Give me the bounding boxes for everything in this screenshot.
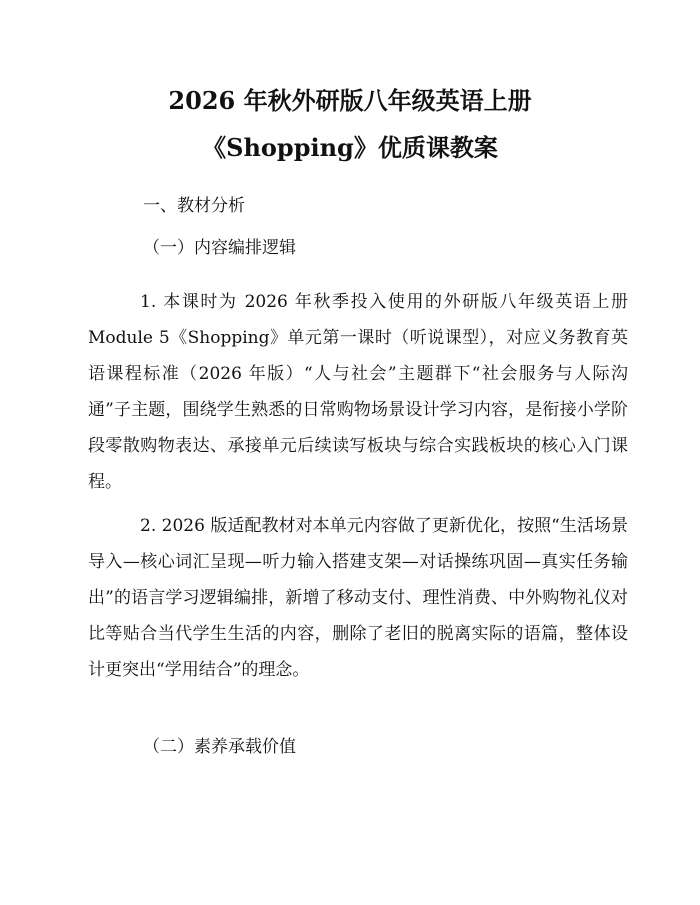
subsection-heading-literacy-value: （二）素养承载价值 [143,737,296,757]
section-heading-textbook-analysis: 一、教材分析 [143,196,245,216]
document-title-line-1: 2026 年秋外研版八年级英语上册 [168,86,532,115]
body-paragraph-1: 1. 本课时为 2026 年秋季投入使用的外研版八年级英语上册 Module 5《Shopping》单元第一课时（听说课型），对应义务教育英语课程标准（2026 年版）“人与社会”主题群下“社会服务与人际沟通”子主题，围绕学生熟悉的日常购物场景设计学习内容，是衔接小学阶段零散购物表达、承接单元后续读写板块与综合实践板块的核心入门课程。 [88,292,628,492]
document-title-line-2: 《Shopping》优质课教案 [202,133,498,162]
subsection-heading-content-logic: （一）内容编排逻辑 [143,238,296,258]
body-paragraph-2: 2. 2026 版适配教材对本单元内容做了更新优化，按照“生活场景导入—核心词汇呈现—听力输入搭建支架—对话操练巩固—真实任务输出”的语言学习逻辑编排，新增了移动支付、理性消费、中外购物礼仪对比等贴合当代学生生活的内容，删除了老旧的脱离实际的语篇，整体设计更突出“学用结合”的理念。 [88,516,628,680]
